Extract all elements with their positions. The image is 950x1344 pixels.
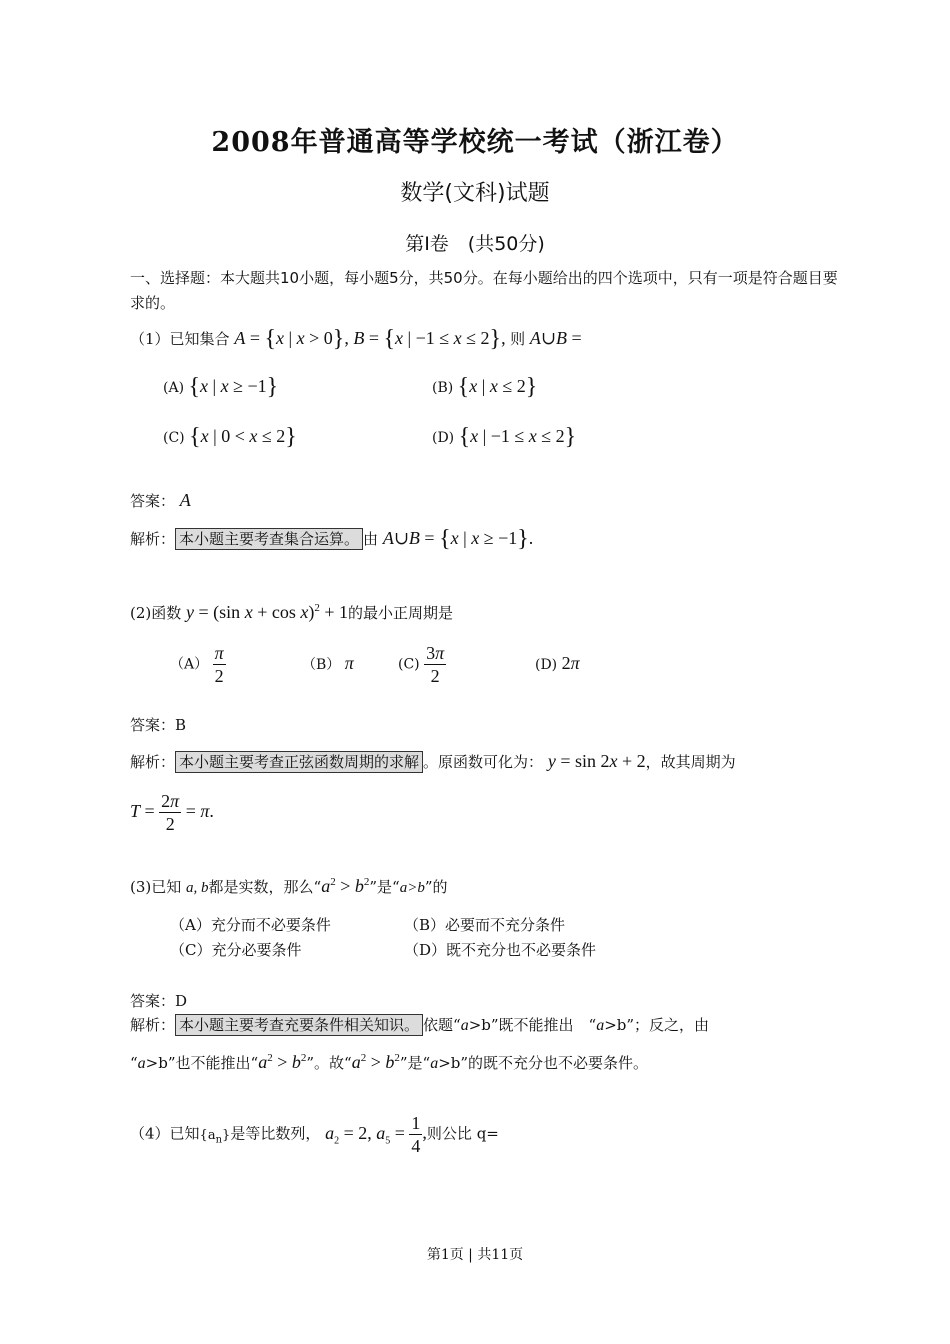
answer-label: 答案： [130, 992, 176, 1010]
answer-label: 答案： [130, 492, 176, 510]
question-1-analysis: 解析： 本小题主要考查集合运算。 由 A∪B = {x | x ≥ −1}. [130, 526, 534, 552]
analysis-highlight: 本小题主要考查正弦函数周期的求解 [175, 751, 423, 773]
option-label: (C) [398, 656, 420, 673]
question-3-option-a: （A）充分而不必要条件 [170, 916, 331, 934]
question-1-option-c: (C) {x | 0 < x ≤ 2} [163, 424, 297, 450]
question-2-stem: (2)函数 y = (sin x + cos x)$^2$ + 1的最小正周期是 [130, 602, 454, 622]
question-3-analysis: 解析： 本小题主要考查充要条件相关知识。 依题“a>b”既不能推出 “a>b”；反之，由 [130, 1016, 710, 1034]
option-label: (C) [163, 430, 185, 446]
analysis-highlight: 本小题主要考查集合运算。 [175, 528, 363, 550]
page-footer: 第1页 | 共11页 [426, 1247, 524, 1263]
option-label: （B） [302, 657, 341, 673]
option-label: (B) [432, 380, 454, 396]
question-2-option-a: （A） $\frac{\pi}{2}$ [170, 643, 224, 686]
question-3-option-c: （C）充分必要条件 [170, 941, 302, 959]
question-1-stem: （1）已知集合 A = {x | x > 0}, B = {x | −1 ≤ x ≤ 2}, 则 A∪B = [130, 326, 582, 352]
question-1-answer [130, 490, 191, 511]
question-3-answer [130, 990, 187, 1011]
question-4-stem: （4）已知$\{a_n\}$是等比数列， $a_2 = 2$, $a_5$ = $\frac{1}{4}$ ,则公比 q= [130, 1113, 499, 1156]
question-1-math: A = {x | x > 0}, B = {x | −1 ≤ x ≤ 2}, [234, 326, 511, 352]
question-1-option-a: (A) {x | x ≥ −1} [163, 374, 279, 400]
question-1-option-d: (D) {x | −1 ≤ x ≤ 2} [432, 424, 577, 450]
analysis-label: 解析： [130, 1016, 176, 1034]
option-label: (A) [163, 380, 185, 396]
option-label: (D) [535, 657, 558, 673]
question-2-option-b: （B） π [302, 653, 354, 673]
volume-heading: 第Ⅰ卷 (共50分) [405, 233, 545, 255]
question-1-number: （1）已知集合 [130, 330, 230, 348]
question-3-analysis-line-2: “a>b”也不能推出“$a^2 > b^2$”。故“$a^2 > b^2$”是“a>b”的既不充分也不必要条件。 [130, 1052, 649, 1072]
question-2-answer [130, 714, 186, 735]
question-2-period-formula: T = $\frac{2\pi}{2}$ = π. [130, 791, 214, 834]
option-label: (D) [432, 430, 455, 446]
question-3-option-d: （D）既不充分也不必要条件 [404, 941, 597, 959]
question-2-option-d: (D) 2π [535, 653, 580, 673]
page-subtitle: 数学(文科)试题 [400, 181, 550, 206]
question-3-option-b: （B）必要而不充分条件 [404, 916, 566, 934]
question-3-number: (3)已知 [130, 878, 182, 896]
analysis-highlight: 本小题主要考查充要条件相关知识。 [175, 1014, 423, 1036]
option-label: （A） [170, 656, 209, 673]
answer-value: D [175, 992, 188, 1010]
question-2-analysis: 解析： 本小题主要考查正弦函数周期的求解 。原函数可化为： y = sin 2x + 2，故其周期为 [130, 751, 736, 771]
question-2-option-c: (C) $\frac{3\pi}{2}$ [398, 643, 445, 686]
analysis-label: 解析： [130, 530, 176, 548]
answer-value: B [175, 716, 187, 734]
question-3-stem: (3)已知 a, b都是实数，那么“$a^2 > b^2$”是“a>b”的 [130, 876, 448, 896]
page-title: 2008年普通高等学校统一考试（浙江卷） [211, 127, 739, 158]
analysis-label: 解析： [130, 753, 176, 771]
question-4-number: （4）已知 [130, 1124, 200, 1143]
answer-label: 答案： [130, 716, 176, 734]
answer-value: A [179, 490, 191, 510]
question-1-option-b: (B) {x | x ≤ 2} [432, 374, 538, 400]
section-heading: 一、选择题：本大题共10小题，每小题5分，共50分。在每小题给出的四个选项中，只有一项是符合题目要求的。 [130, 269, 838, 312]
question-2-number: (2)函数 [130, 604, 182, 622]
question-1-stem-tail: 则 [510, 330, 526, 348]
